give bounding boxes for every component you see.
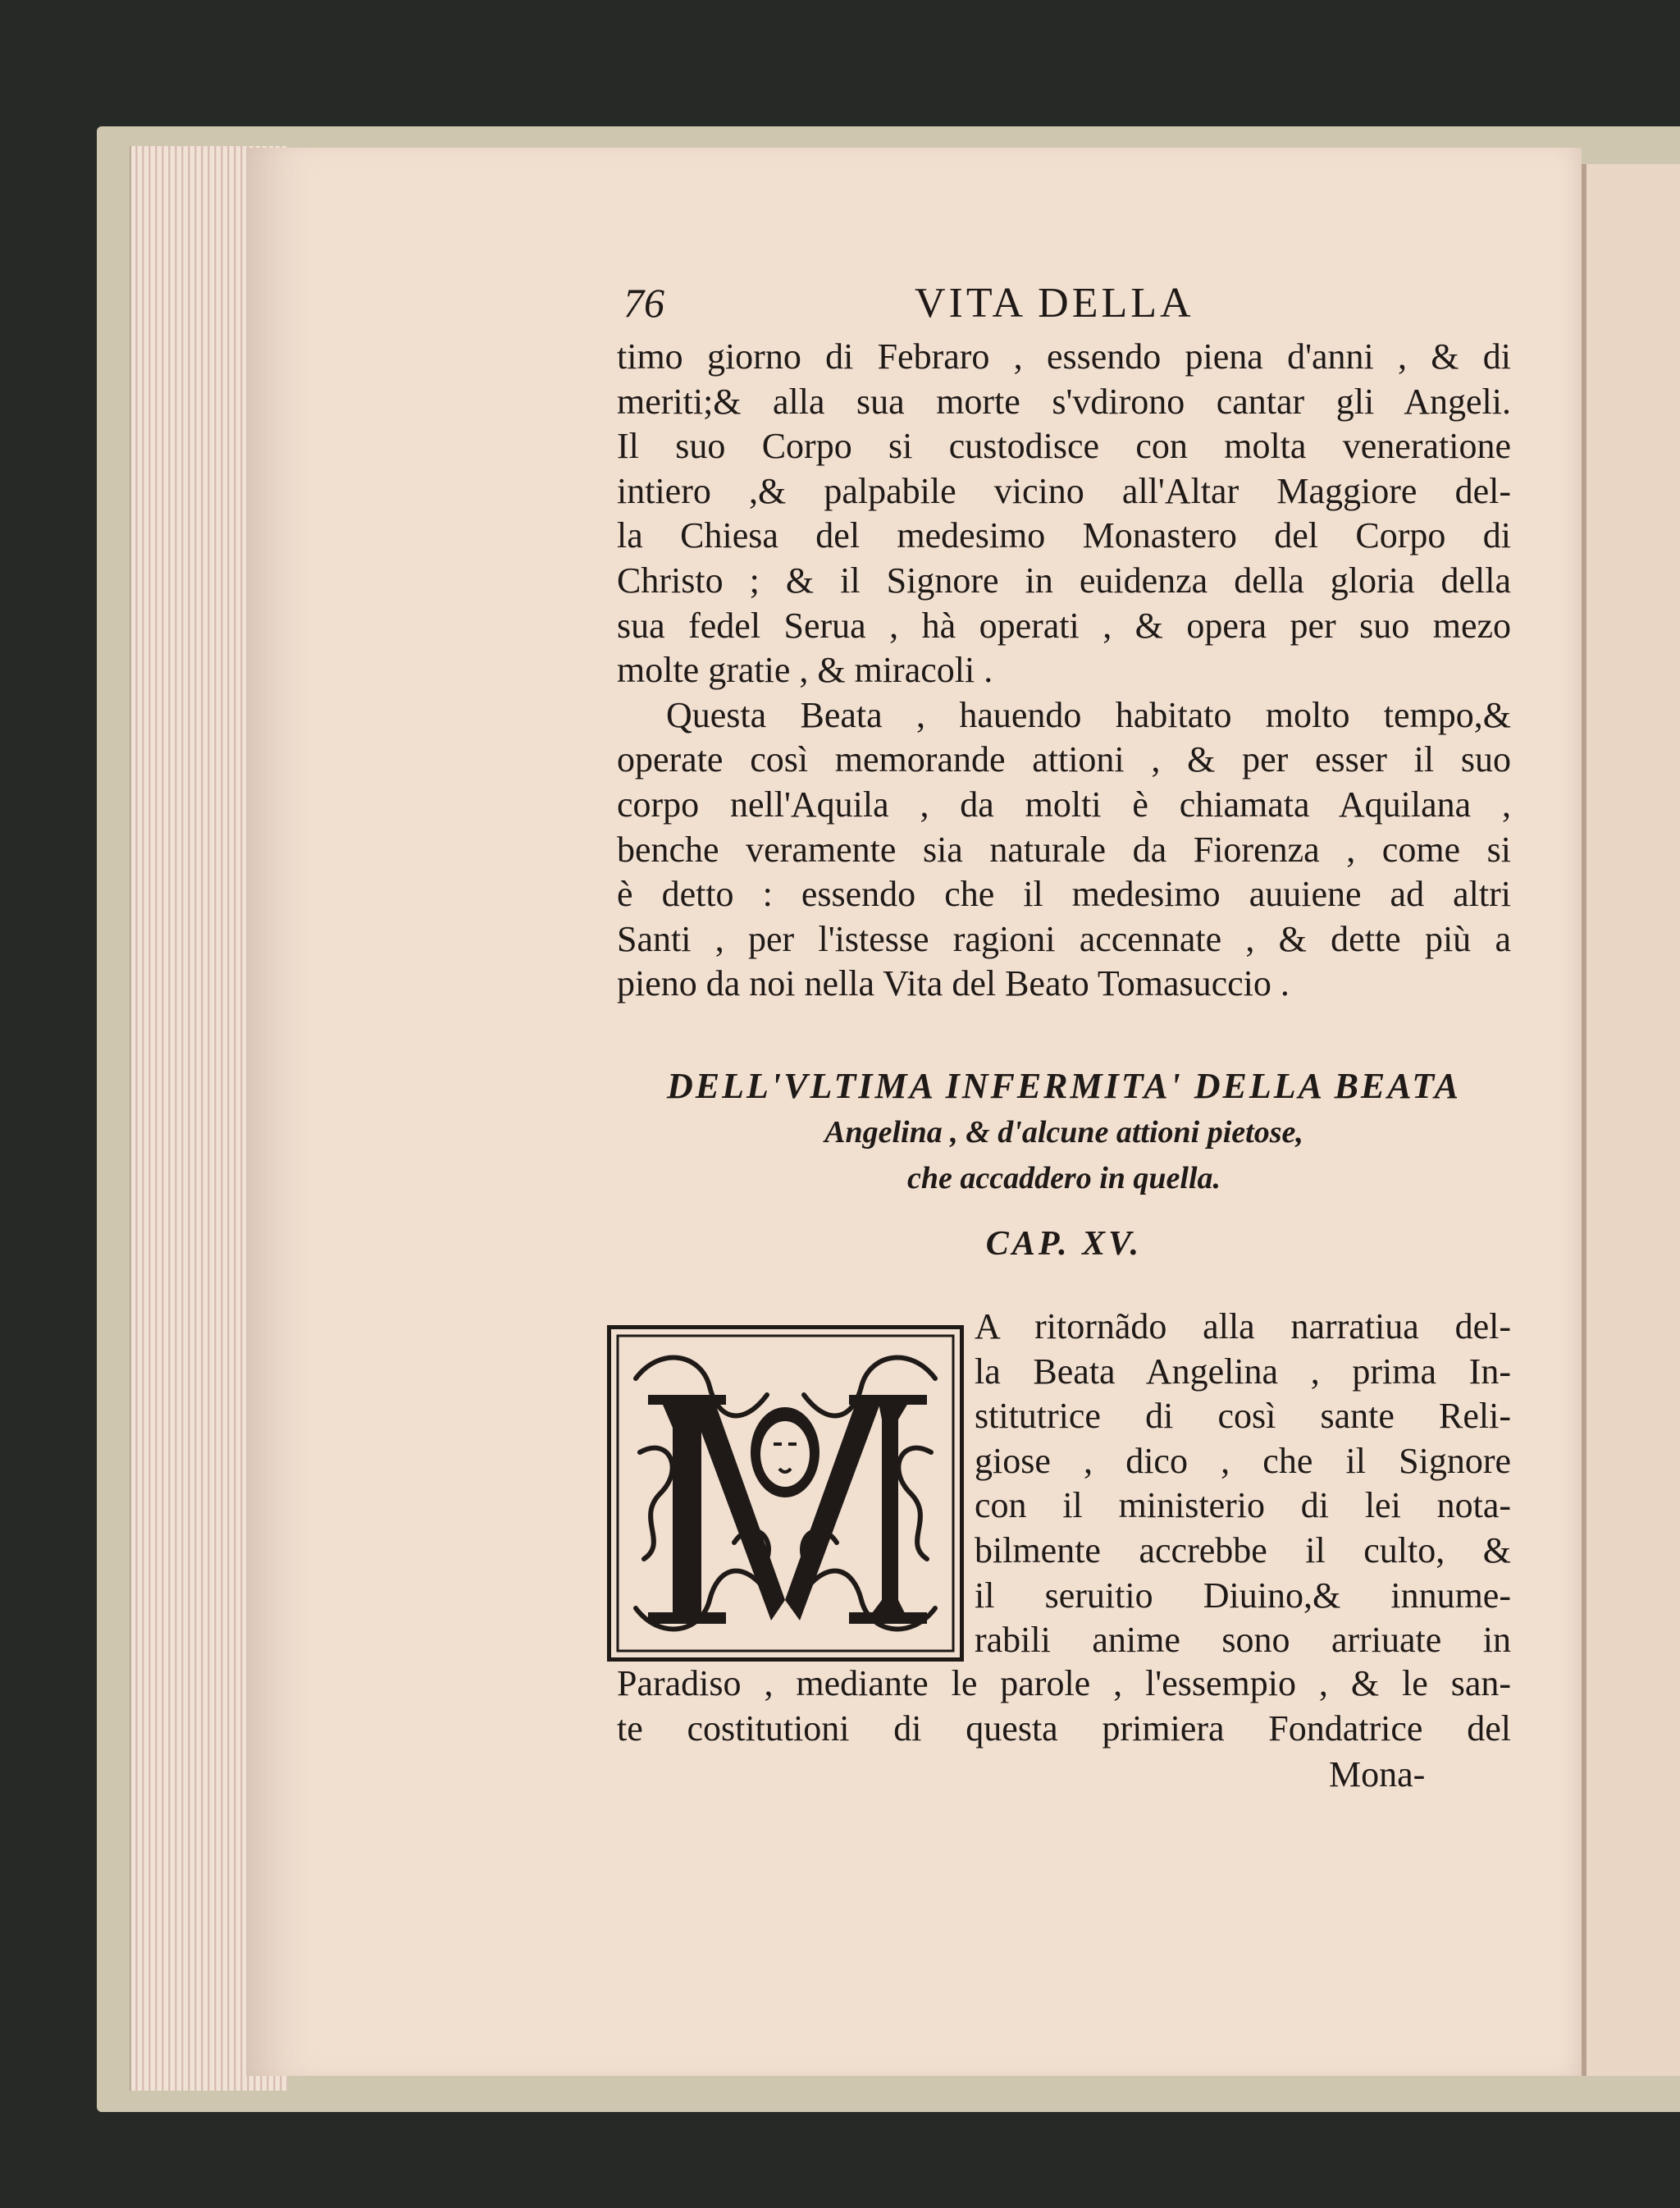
chapter-text-wrapped bbox=[975, 1305, 1511, 1663]
text-line: Paradiso , mediante le parole , l'essempio , & le san- bbox=[617, 1663, 1511, 1703]
facing-page-edge bbox=[1582, 164, 1680, 2076]
text-line: pieno da noi nella Vita del Beato Tomasuccio . bbox=[617, 963, 1290, 1004]
text-line: A ritornãdo alla narratiua del- bbox=[975, 1306, 1511, 1346]
text-line: timo giorno di Febraro , essendo piena d'anni , & di bbox=[617, 336, 1511, 377]
catchword: Mona- bbox=[1329, 1754, 1426, 1794]
text-line: operate così memorande attioni , & per esser il suo bbox=[617, 739, 1511, 780]
text-line: meriti;& alla sua morte s'vdirono cantar gli Angeli. bbox=[617, 381, 1511, 422]
running-title: VITA DELLA bbox=[915, 280, 1194, 327]
chapter-subtitle: Angelina , & d'alcune attioni pietose, bbox=[824, 1115, 1303, 1150]
chapter-subtitle: che accaddero in quella. bbox=[906, 1161, 1221, 1195]
body-text bbox=[617, 335, 1511, 1007]
chapter-heading bbox=[617, 1063, 1511, 1264]
text-line: il seruitio Diuino,& innume- bbox=[975, 1575, 1511, 1616]
text-line: Il suo Corpo si custodisce con molta veneratione bbox=[617, 426, 1511, 467]
running-head bbox=[623, 279, 1526, 336]
text-line: con il ministerio di lei nota- bbox=[975, 1485, 1511, 1526]
text-line: molte gratie , & miracoli . bbox=[617, 650, 993, 691]
text-line: è detto : essendo che il medesimo auuiene ad altri bbox=[617, 874, 1511, 915]
text-line: corpo nell'Aquila , da molti è chiamata Aquilana , bbox=[617, 784, 1511, 825]
text-line: sua fedel Serua , hà operati , & opera per suo mezo bbox=[617, 605, 1511, 646]
text-line: stitutrice di così sante Reli- bbox=[975, 1396, 1511, 1437]
text-line: Questa Beata , hauendo habitato molto tempo,& bbox=[666, 694, 1511, 735]
text-line: la Beata Angelina , prima In- bbox=[975, 1351, 1511, 1392]
text-line: benche veramente sia naturale da Fiorenza , come si bbox=[617, 829, 1511, 870]
text-line: Santi , per l'istesse ragioni accennate , & dette più a bbox=[617, 918, 1511, 959]
text-line: intiero ,& palpabile vicino all'Altar Maggiore del- bbox=[617, 470, 1511, 511]
text-line: rabili anime sono arriuate in bbox=[975, 1620, 1511, 1661]
chapter-title: DELL'VLTIMA INFERMITA' DELLA BEATA bbox=[667, 1066, 1461, 1106]
text-line: bilmente accrebbe il culto, & bbox=[975, 1529, 1511, 1570]
text-line: te costitutioni di questa primiera Fondatrice del bbox=[617, 1707, 1511, 1749]
text-line: giose , dico , che il Signore bbox=[975, 1440, 1511, 1481]
page-number: 76 bbox=[623, 280, 664, 326]
chapter-text-full bbox=[617, 1662, 1511, 1751]
text-line: Christo ; & il Signore in euidenza della gloria della bbox=[617, 560, 1511, 601]
text-line: la Chiesa del medesimo Monastero del Corpo di bbox=[617, 515, 1511, 556]
chapter-number: CAP. XV. bbox=[985, 1225, 1143, 1263]
ornamental-initial-m-icon bbox=[607, 1325, 964, 1662]
